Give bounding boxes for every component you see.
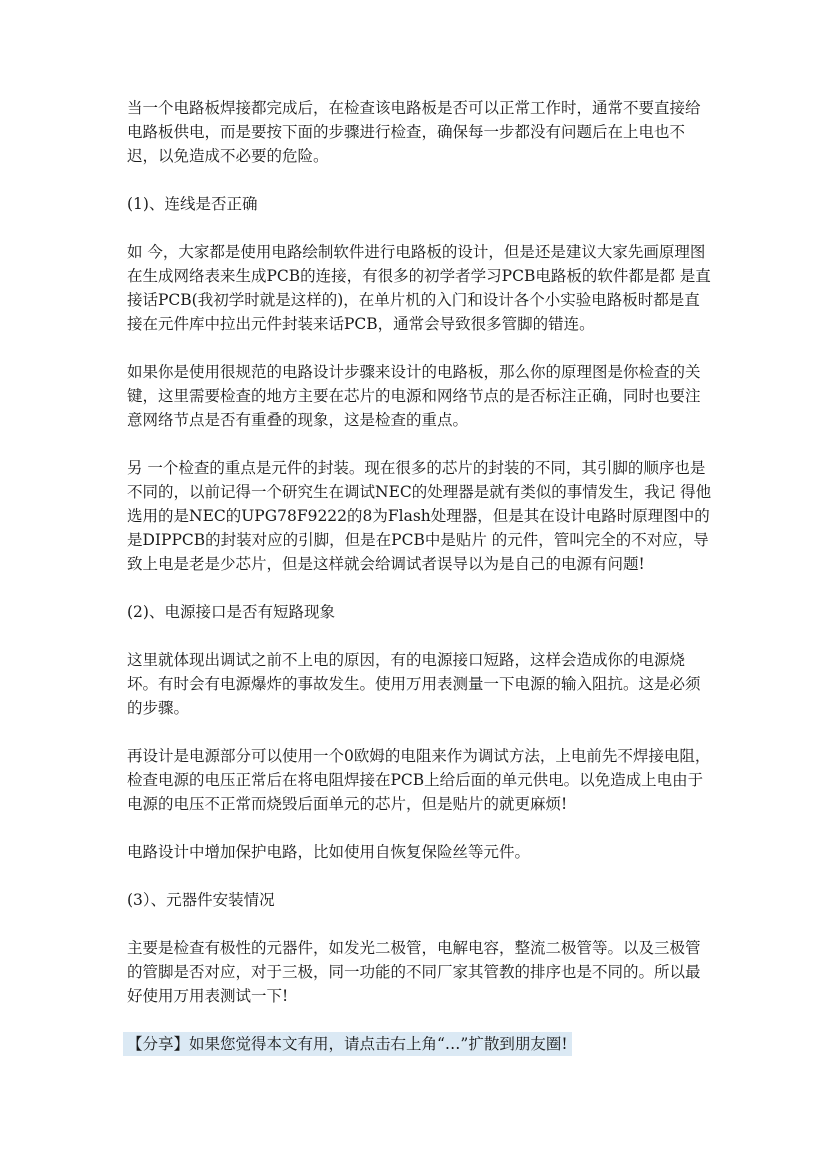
article-body [127,96,712,1080]
section-heading-3: (3）、元器件安装情况 [127,891,275,909]
paragraph-components: 主要是检查有极性的元器件，如发光二极管，电解电容，整流二极管等。以及三极管的管脚是否对应，对于三极，同一功能的不同厂家其管教的排序也是不同的。所以最好使用万用表测试一下! [127,939,701,1005]
paragraph-zero-ohm: 再设计是电源部分可以使用一个0欧姆的电阻来作为调试方法，上电前先不焊接电阻，检查电源的电压正常后在将电阻焊接在PCB上给后面的单元供电。以免造成上电由于电源的电压不正常而烧毁后面单元的芯片，但是贴片的就更麻烦! [127,747,711,813]
paragraph-protection: 电路设计中增加保护电路，比如使用自恢复保险丝等元件。 [127,843,531,861]
paragraph-schematic: 如果你是使用很规范的电路设计步骤来设计的电路板，那么你的原理图是你检查的关键，这里需要检查的地方主要在芯片的电源和网络节点的是否标注正确，同时也要注意网络节点是否有重叠的现象，这是检查的重点。 [127,363,701,429]
paragraph-power-short: 这里就体现出调试之前不上电的原因，有的电源接口短路，这样会造成你的电源烧坏。有时会有电源爆炸的事故发生。使用万用表测量一下电源的输入阻抗。这是必须的步骤。 [127,651,701,717]
share-highlight: 【分享】如果您觉得本文有用，请点击右上角“…”扩散到朋友圈! [123,1032,572,1056]
paragraph-wiring: 如 今，大家都是使用电路绘制软件进行电路板的设计，但是还是建议大家先画原理图在生成网络表来生成PCB的连接，有很多的初学者学习PCB电路板的软件都是都 是直接话PCB(我初学时就是这样的)，在单片机的入门和设计各个小实验电路板时都是直接在元件库中拉出元件封装来话PCB，通常会导致很多管脚的错连。 [127,243,711,333]
share-line [127,1032,712,1056]
paragraph-package: 另 一个检查的重点是元件的封装。现在很多的芯片的封装的不同，其引脚的顺序也是不同的，以前记得一个研究生在调试NEC的处理器是就有类似的事情发生，我记 得他选用的是NEC的UPG78F9222的8为Flash处理器，但是其在设计电路时原理图中的是DIPPCB的封装对应的引脚，但是在PCB中是贴片 的元件，管叫完全的不对应，导致上电是老是少芯片，但是这样就会给调试者误导以为是自己的电源有问题! [127,459,712,573]
section-heading-2: (2)、电源接口是否有短路现象 [127,603,335,621]
intro-paragraph: 当一个电路板焊接都完成后，在检查该电路板是否可以正常工作时，通常不要直接给电路板供电，而是要按下面的步骤进行检查，确保每一步都没有问题后在上电也不迟，以免造成不必要的危险。 [127,99,701,165]
section-heading-1: (1)、连线是否正确 [127,195,258,213]
